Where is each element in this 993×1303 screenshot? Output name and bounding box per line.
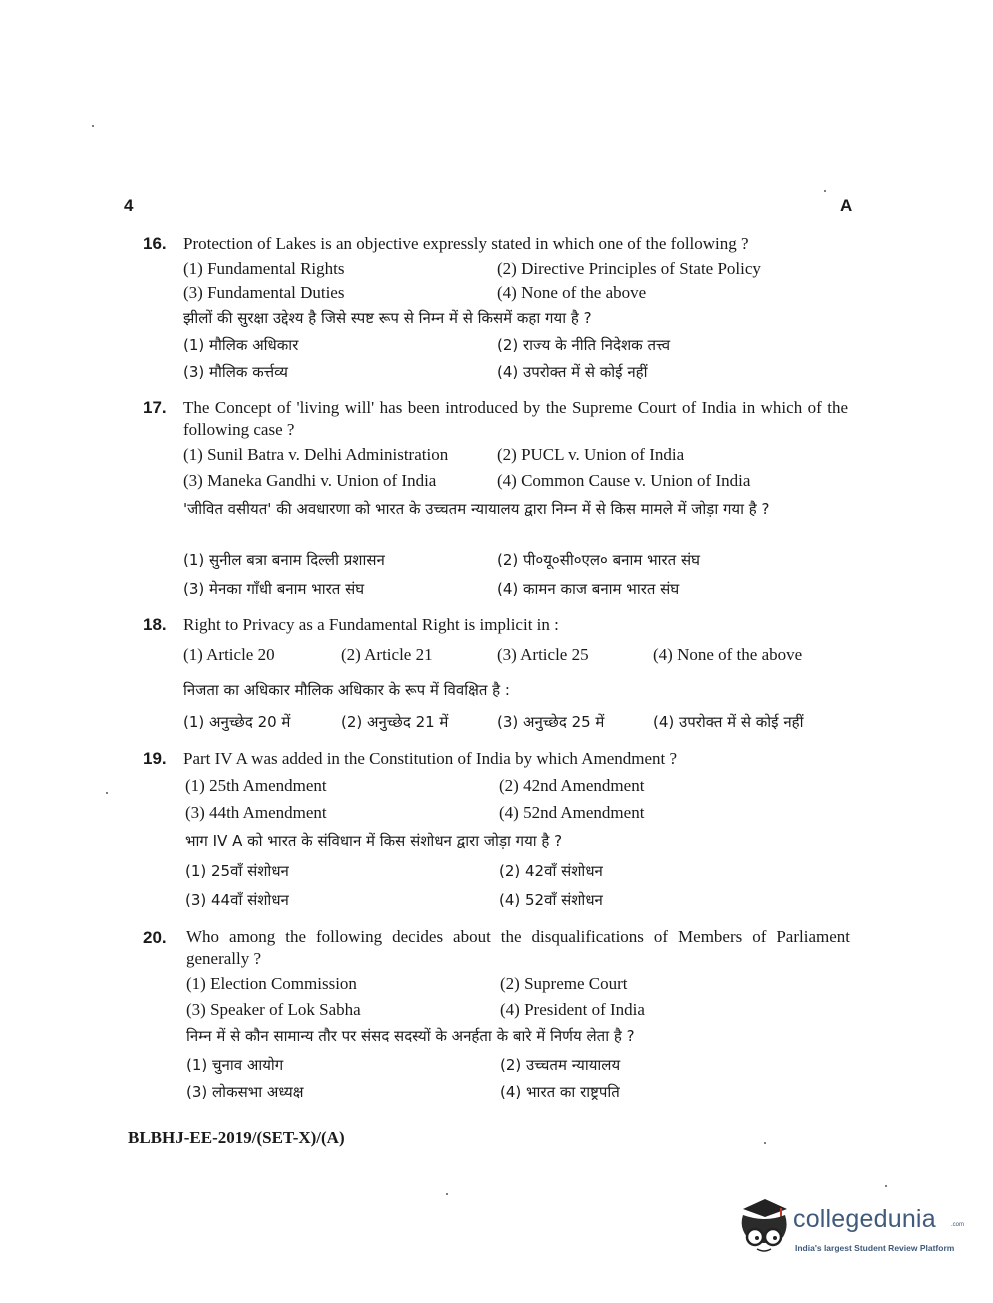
question-number: 18. xyxy=(143,615,167,634)
option-hi: (1) मौलिक अधिकार xyxy=(183,336,299,354)
option-hi: (1) सुनील बत्रा बनाम दिल्ली प्रशासन xyxy=(183,551,385,569)
question-number: 17. xyxy=(143,398,167,417)
option-hi: (4) उपरोक्त में से कोई नहीं xyxy=(653,713,804,731)
question-stem-en: Who among the following decides about the disqualifications of Members of Parliament generally ? xyxy=(186,927,850,968)
option-en: (3) Maneka Gandhi v. Union of India xyxy=(183,471,437,490)
series-letter: A xyxy=(840,196,853,215)
option-en: (3) Fundamental Duties xyxy=(183,283,345,302)
question-number: 20. xyxy=(143,928,167,947)
option-en: (1) Sunil Batra v. Delhi Administration xyxy=(183,445,449,464)
option-hi: (2) उच्चतम न्यायालय xyxy=(500,1056,621,1074)
scan-speck xyxy=(764,1142,766,1144)
option-hi: (4) भारत का राष्ट्रपति xyxy=(500,1083,620,1101)
option-en: (4) None of the above xyxy=(653,645,803,664)
question-stem-en: Part IV A was added in the Constitution of India by which Amendment ? xyxy=(183,749,678,768)
option-en: (4) None of the above xyxy=(497,283,647,302)
page-number: 4 xyxy=(124,196,134,215)
question-stem-en: The Concept of 'living will' has been introduced by the Supreme Court of India in which of the following case ? xyxy=(183,398,848,439)
question-stem-hi: भाग IV A को भारत के संविधान में किस संशोधन द्वारा जोड़ा गया है ? xyxy=(185,832,563,850)
option-en: (3) 44th Amendment xyxy=(185,803,327,822)
option-en: (1) Article 20 xyxy=(183,645,275,664)
option-hi: (3) मौलिक कर्त्तव्य xyxy=(183,363,288,381)
option-en: (1) Fundamental Rights xyxy=(183,259,345,278)
option-en: (4) 52nd Amendment xyxy=(499,803,645,822)
question-number: 16. xyxy=(143,234,167,253)
option-hi: (4) कामन काज बनाम भारत संघ xyxy=(497,580,680,598)
question-number: 19. xyxy=(143,749,167,768)
option-en: (1) 25th Amendment xyxy=(185,776,327,795)
question-stem-hi: निजता का अधिकार मौलिक अधिकार के रूप में विवक्षित है : xyxy=(183,681,510,699)
option-hi: (2) 42वाँ संशोधन xyxy=(499,862,603,880)
option-hi: (2) अनुच्छेद 21 में xyxy=(341,713,449,731)
option-hi: (3) 44वाँ संशोधन xyxy=(185,891,289,909)
option-hi: (1) चुनाव आयोग xyxy=(186,1056,284,1074)
paper-code: BLBHJ-EE-2019/(SET-X)/(A) xyxy=(128,1128,345,1147)
scan-speck xyxy=(92,125,94,127)
scan-speck xyxy=(106,792,108,794)
option-en: (2) Supreme Court xyxy=(500,974,628,993)
option-en: (3) Speaker of Lok Sabha xyxy=(186,1000,361,1019)
option-en: (2) 42nd Amendment xyxy=(499,776,645,795)
scan-speck xyxy=(824,190,826,192)
option-en: (2) Article 21 xyxy=(341,645,433,664)
question-stem-hi: 'जीवित वसीयत' की अवधारणा को भारत के उच्चतम न्यायालय द्वारा निम्न में से किस मामले में जोड़ा गया है ? xyxy=(183,500,770,518)
question-stem-hi: निम्न में से कौन सामान्य तौर पर संसद सदस्यों के अनर्हता के बारे में निर्णय लेता है ? xyxy=(186,1027,635,1045)
question-stem-en: Protection of Lakes is an objective expressly stated in which one of the following ? xyxy=(183,234,749,253)
option-en: (4) Common Cause v. Union of India xyxy=(497,471,751,490)
student-mascot-icon xyxy=(735,1193,795,1258)
scan-speck xyxy=(446,1193,448,1195)
option-hi: (2) राज्य के नीति निदेशक तत्त्व xyxy=(497,336,671,354)
brand-tagline: India's largest Student Review Platform xyxy=(795,1243,955,1253)
option-hi: (3) लोकसभा अध्यक्ष xyxy=(186,1083,304,1101)
option-en: (3) Article 25 xyxy=(497,645,589,664)
option-hi: (3) अनुच्छेद 25 में xyxy=(497,713,605,731)
option-en: (1) Election Commission xyxy=(186,974,357,993)
option-hi: (2) पी०यू०सी०एल० बनाम भारत संघ xyxy=(497,551,700,569)
option-hi: (4) उपरोक्त में से कोई नहीं xyxy=(497,363,648,381)
brand-name: collegedunia xyxy=(793,1205,936,1233)
option-hi: (1) अनुच्छेद 20 में xyxy=(183,713,291,731)
option-en: (4) President of India xyxy=(500,1000,645,1019)
scan-speck xyxy=(885,1185,887,1187)
option-hi: (1) 25वाँ संशोधन xyxy=(185,862,289,880)
option-hi: (4) 52वाँ संशोधन xyxy=(499,891,603,909)
option-en: (2) Directive Principles of State Policy xyxy=(497,259,761,278)
option-hi: (3) मेनका गाँधी बनाम भारत संघ xyxy=(183,580,365,598)
question-stem-en: Right to Privacy as a Fundamental Right is implicit in : xyxy=(183,615,559,634)
brand-domain: .com xyxy=(951,1222,965,1228)
option-en: (2) PUCL v. Union of India xyxy=(497,445,685,464)
question-stem-hi: झीलों की सुरक्षा उद्देश्य है जिसे स्पष्ट रूप से निम्न में से किसमें कहा गया है ? xyxy=(183,309,592,327)
